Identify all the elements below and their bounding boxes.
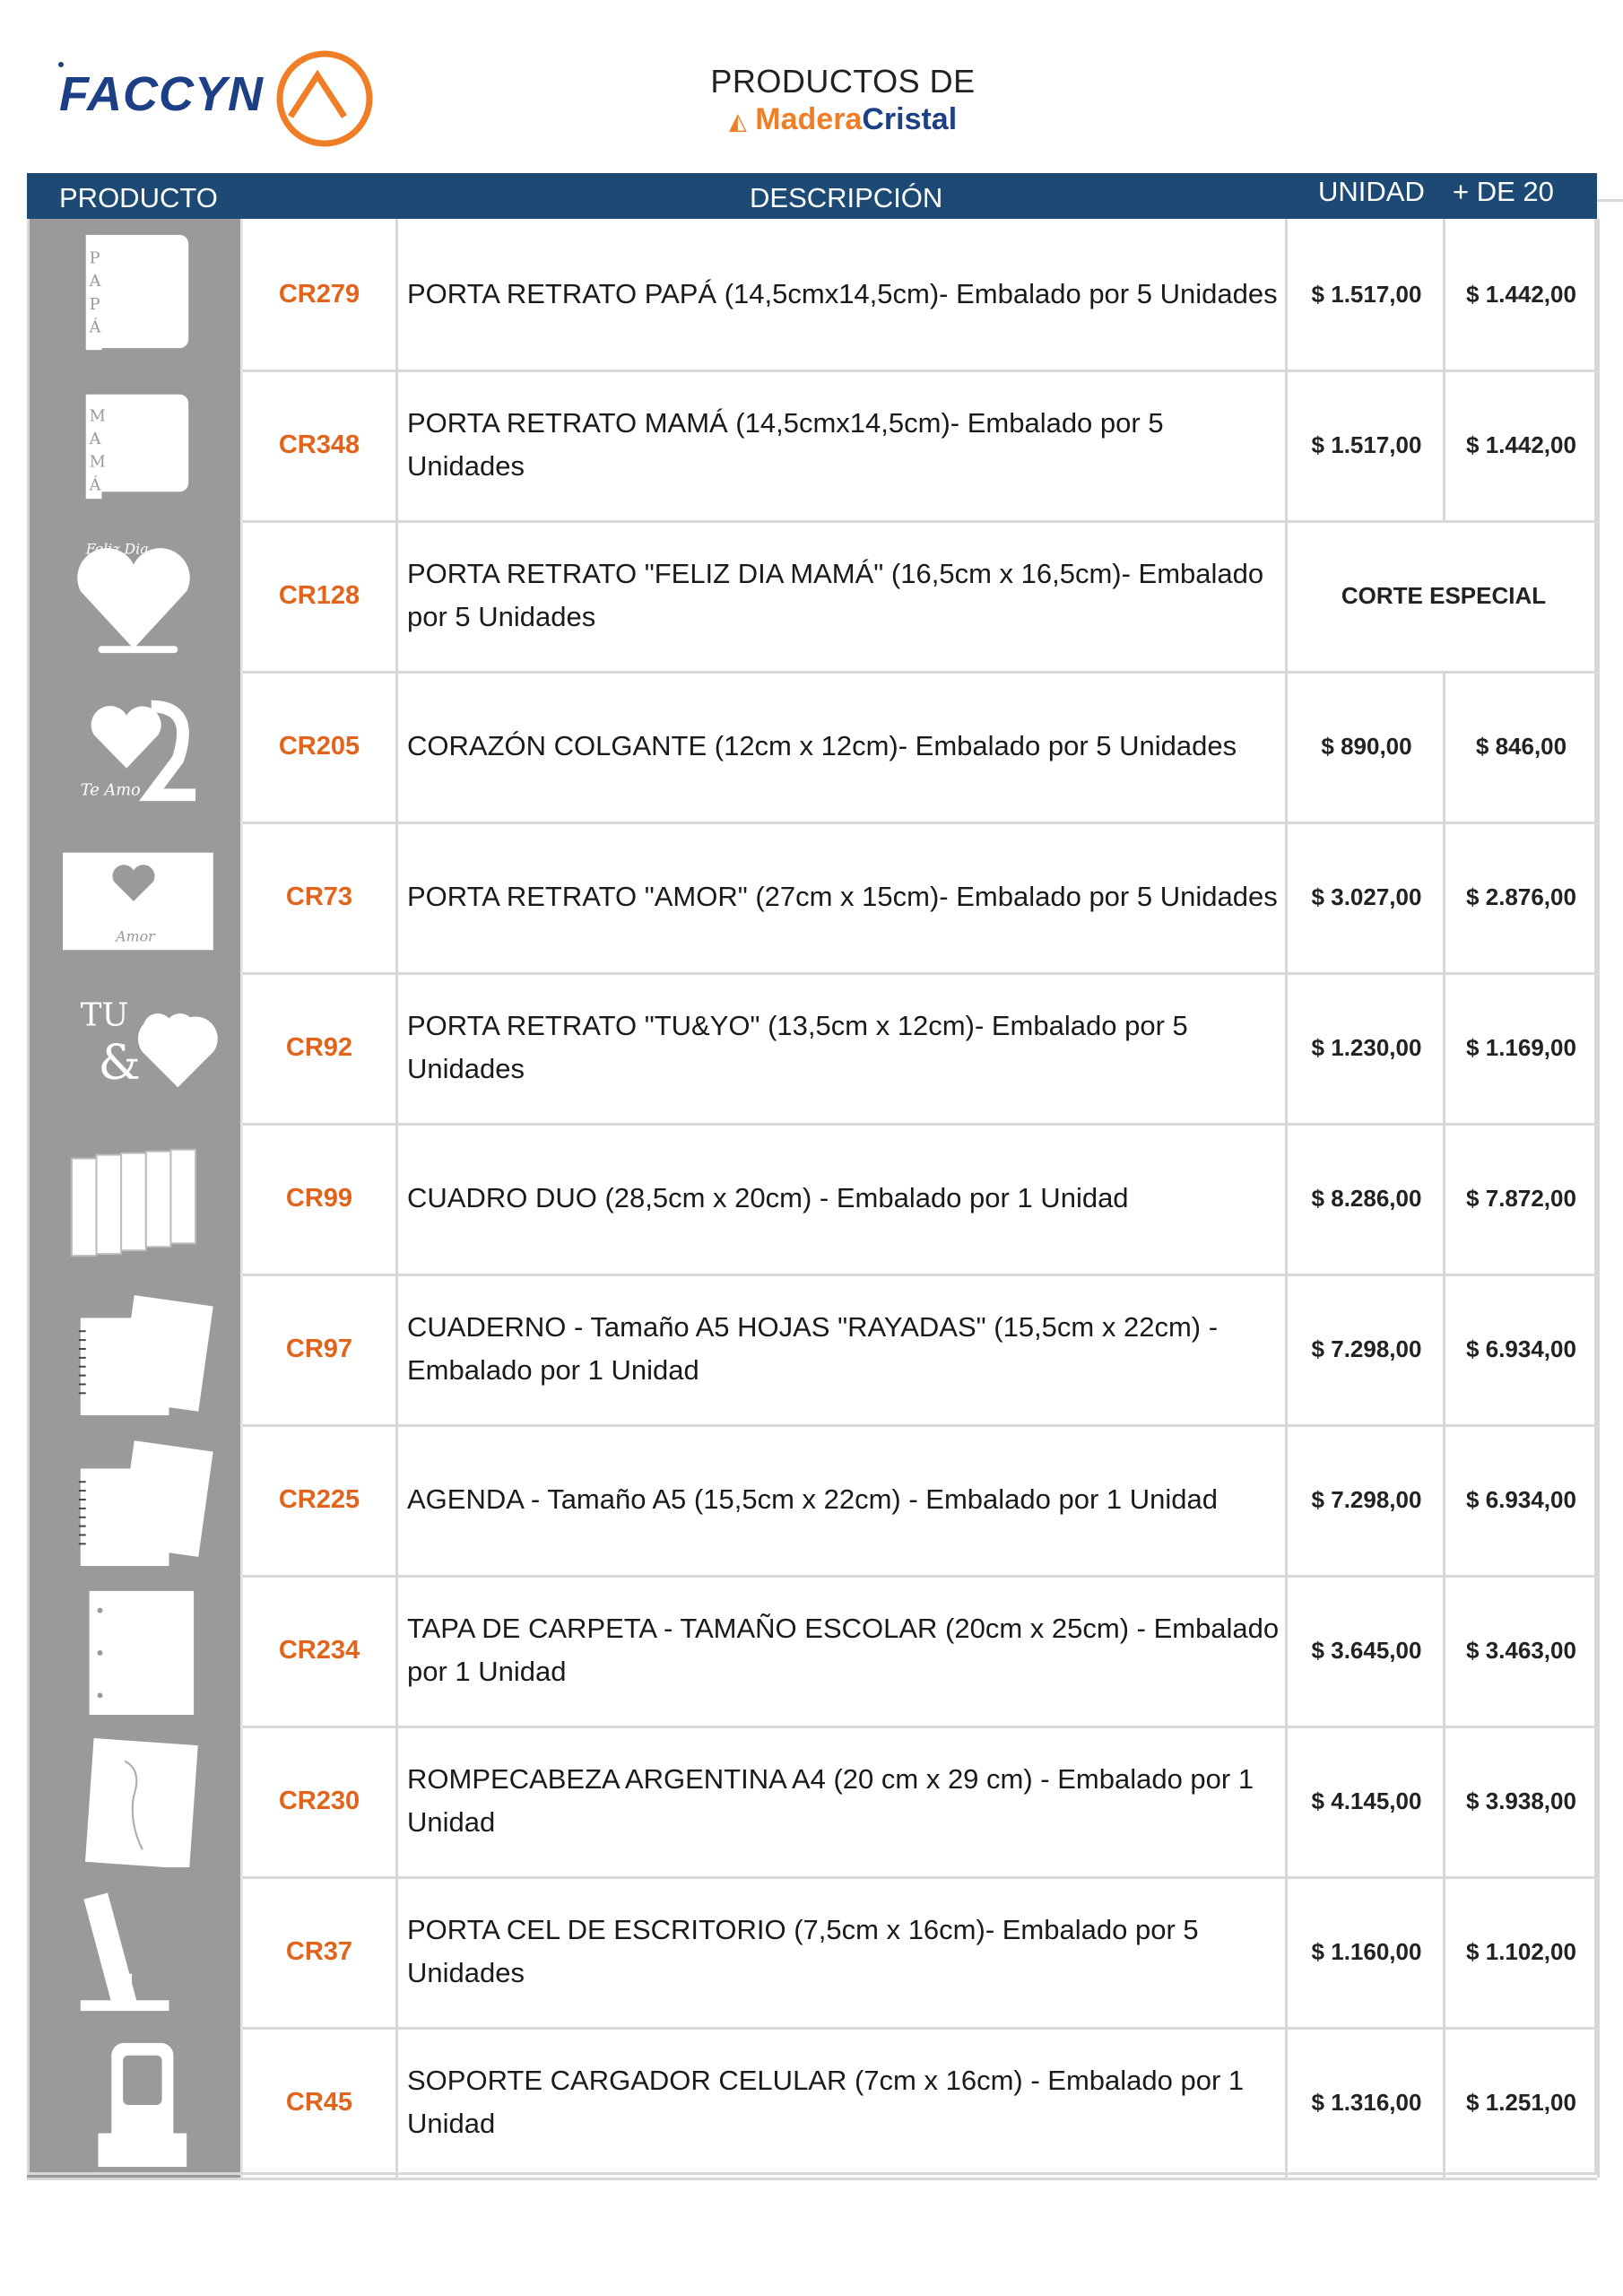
unit-price: $ 3.645,00 — [1290, 1575, 1445, 1726]
faccyn-logo — [56, 43, 378, 160]
product-description — [398, 1876, 1288, 2027]
agenda-icon — [45, 1433, 222, 1566]
product-code: CR99 — [243, 1123, 398, 1274]
frame-papa-icon — [45, 228, 222, 361]
description-text: PORTA RETRATO PAPÁ (14,5cmx14,5cm)- Embalado por 5 Unidades — [407, 278, 1278, 309]
unit-price: $ 8.286,00 — [1290, 1123, 1445, 1274]
brand-part2: Cristal — [862, 102, 958, 136]
bulk-price: $ 1.251,00 — [1445, 2027, 1600, 2178]
table-header — [27, 173, 1597, 219]
description-text: SOPORTE CARGADOR CELULAR (7cm x 16cm) - Embalado por 1 Unidad — [407, 2065, 1245, 2139]
table-row — [27, 1274, 1597, 1427]
table-row — [27, 1424, 1597, 1578]
phone-stand-icon — [45, 1885, 222, 2018]
table-row — [27, 1876, 1597, 2030]
unit-price: $ 7.298,00 — [1290, 1274, 1445, 1424]
bulk-price: $ 1.442,00 — [1445, 370, 1600, 520]
svg-text:P: P — [89, 295, 100, 314]
product-description — [398, 822, 1288, 972]
product-description — [398, 1726, 1288, 1876]
description-text: PORTA RETRATO "FELIZ DIA MAMÁ" (16,5cm x 16,5cm)- Embalado por 5 Unidades — [407, 558, 1264, 632]
bulk-price: $ 7.872,00 — [1445, 1123, 1600, 1274]
bulk-price: $ 6.934,00 — [1445, 1424, 1600, 1575]
bulk-price: $ 1.169,00 — [1445, 972, 1600, 1123]
table-row — [27, 1726, 1597, 1879]
table-row — [27, 972, 1597, 1126]
heart-frame-icon — [45, 529, 222, 662]
special-price-note: CORTE ESPECIAL — [1290, 520, 1600, 671]
table-row — [27, 1123, 1597, 1276]
unit-price: $ 1.316,00 — [1290, 2027, 1445, 2178]
table-row — [27, 1575, 1597, 1728]
product-description — [398, 2027, 1288, 2178]
svg-text:Á: Á — [89, 476, 101, 495]
product-image — [27, 1123, 243, 1274]
product-image — [27, 520, 243, 671]
product-image — [27, 1575, 243, 1726]
product-code: CR279 — [243, 219, 398, 370]
product-code: CR128 — [243, 520, 398, 671]
frame-amor-icon — [45, 831, 222, 963]
table-row — [27, 822, 1597, 975]
product-description — [398, 370, 1288, 520]
logo-text: FACCYN — [59, 67, 265, 121]
product-description — [398, 1274, 1288, 1424]
description-text: CUADRO DUO (28,5cm x 20cm) - Embalado por 1 Unidad — [407, 1182, 1129, 1213]
puzzle-map-icon — [45, 1735, 222, 1867]
brand-name — [681, 102, 1004, 137]
product-image — [27, 370, 243, 520]
product-code: CR73 — [243, 822, 398, 972]
product-code: CR348 — [243, 370, 398, 520]
product-code: CR205 — [243, 671, 398, 822]
product-code: CR225 — [243, 1424, 398, 1575]
description-text: CUADERNO - Tamaño A5 HOJAS "RAYADAS" (15,5cm x 22cm) - Embalado por 1 Unidad — [407, 1311, 1219, 1386]
description-text: CORAZÓN COLGANTE (12cm x 12cm)- Embalado por 5 Unidades — [407, 730, 1237, 761]
description-text: AGENDA - Tamaño A5 (15,5cm x 22cm) - Embalado por 1 Unidad — [407, 1483, 1219, 1515]
description-text: PORTA RETRATO "TU&YO" (13,5cm x 12cm)- Embalado por 5 Unidades — [407, 1010, 1188, 1084]
product-description — [398, 1123, 1288, 1274]
frame-mama-icon — [45, 378, 222, 511]
svg-text:A: A — [89, 430, 101, 449]
product-image — [27, 2027, 243, 2178]
product-description — [398, 1424, 1288, 1575]
brand-part1: Madera — [755, 102, 863, 136]
table-row — [27, 671, 1597, 824]
unit-price: $ 4.145,00 — [1290, 1726, 1445, 1876]
bulk-price: $ 1.442,00 — [1445, 219, 1600, 370]
description-text: PORTA RETRATO MAMÁ (14,5cmx14,5cm)- Embalado por 5 Unidades — [407, 407, 1164, 482]
header-description: DESCRIPCIÓN — [750, 182, 943, 213]
table-row — [27, 219, 1597, 372]
product-description — [398, 671, 1288, 822]
product-code: CR230 — [243, 1726, 398, 1876]
svg-text:M: M — [89, 453, 106, 472]
svg-text:Amor: Amor — [116, 927, 155, 945]
product-description — [398, 1575, 1288, 1726]
table-row — [27, 2027, 1597, 2180]
product-image — [27, 972, 243, 1123]
product-code: CR92 — [243, 972, 398, 1123]
product-image — [27, 671, 243, 822]
bulk-price: $ 1.102,00 — [1445, 1876, 1600, 2027]
table-row — [27, 520, 1597, 674]
svg-text:P: P — [89, 249, 100, 268]
bulk-price: $ 2.876,00 — [1445, 822, 1600, 972]
header-product: PRODUCTO — [59, 182, 218, 213]
description-text: ROMPECABEZA ARGENTINA A4 (20 cm x 29 cm) - Embalado por 1 Unidad — [407, 1763, 1254, 1838]
unit-price: $ 1.230,00 — [1290, 972, 1445, 1123]
table-row — [27, 370, 1597, 523]
folder-cover-icon — [45, 1584, 222, 1717]
product-code: CR97 — [243, 1274, 398, 1424]
title-line: PRODUCTOS DE — [710, 63, 976, 100]
product-image — [27, 1876, 243, 2027]
svg-text:Feliz Dia: Feliz Dia — [85, 540, 149, 558]
svg-text:Á: Á — [89, 318, 101, 337]
product-code: CR234 — [243, 1575, 398, 1726]
product-image — [27, 822, 243, 972]
product-image — [27, 1274, 243, 1424]
notebook-icon — [45, 1283, 222, 1415]
catalog-title — [681, 63, 1004, 137]
svg-text:&: & — [98, 1034, 141, 1091]
description-text: PORTA CEL DE ESCRITORIO (7,5cm x 16cm)- Embalado por 5 Unidades — [407, 1914, 1199, 1988]
charger-holder-icon — [45, 2036, 222, 2169]
cuadro-duo-icon — [45, 1132, 222, 1265]
product-image — [27, 1726, 243, 1876]
bulk-price: $ 3.463,00 — [1445, 1575, 1600, 1726]
svg-text:TU: TU — [80, 996, 129, 1034]
svg-text:Te Amo: Te Amo — [80, 781, 141, 800]
bulk-price: $ 6.934,00 — [1445, 1274, 1600, 1424]
svg-text:M: M — [89, 407, 106, 426]
product-code: CR37 — [243, 1876, 398, 2027]
product-image — [27, 1424, 243, 1575]
description-text: TAPA DE CARPETA - TAMAÑO ESCOLAR (20cm x 25cm) - Embalado por 1 Unidad — [407, 1613, 1280, 1687]
description-text: PORTA RETRATO "AMOR" (27cm x 15cm)- Embalado por 5 Unidades — [407, 881, 1278, 912]
hanging-heart-icon — [45, 680, 222, 813]
unit-price: $ 1.160,00 — [1290, 1876, 1445, 2027]
brand-mark-icon: ◭ — [728, 108, 747, 135]
svg-text:A: A — [89, 273, 101, 291]
header-bulk: + DE 20 — [1453, 176, 1554, 207]
unit-price: $ 1.517,00 — [1290, 370, 1445, 520]
product-code: CR45 — [243, 2027, 398, 2178]
bulk-price: $ 846,00 — [1445, 671, 1600, 822]
frame-tuyo-icon — [45, 981, 222, 1114]
product-description — [398, 520, 1288, 671]
unit-price: $ 1.517,00 — [1290, 219, 1445, 370]
product-description — [398, 972, 1288, 1123]
unit-price: $ 3.027,00 — [1290, 822, 1445, 972]
product-description — [398, 219, 1288, 370]
header-unit: UNIDAD — [1318, 176, 1425, 207]
bulk-price: $ 3.938,00 — [1445, 1726, 1600, 1876]
product-image — [27, 219, 243, 370]
unit-price: $ 890,00 — [1290, 671, 1445, 822]
unit-price: $ 7.298,00 — [1290, 1424, 1445, 1575]
